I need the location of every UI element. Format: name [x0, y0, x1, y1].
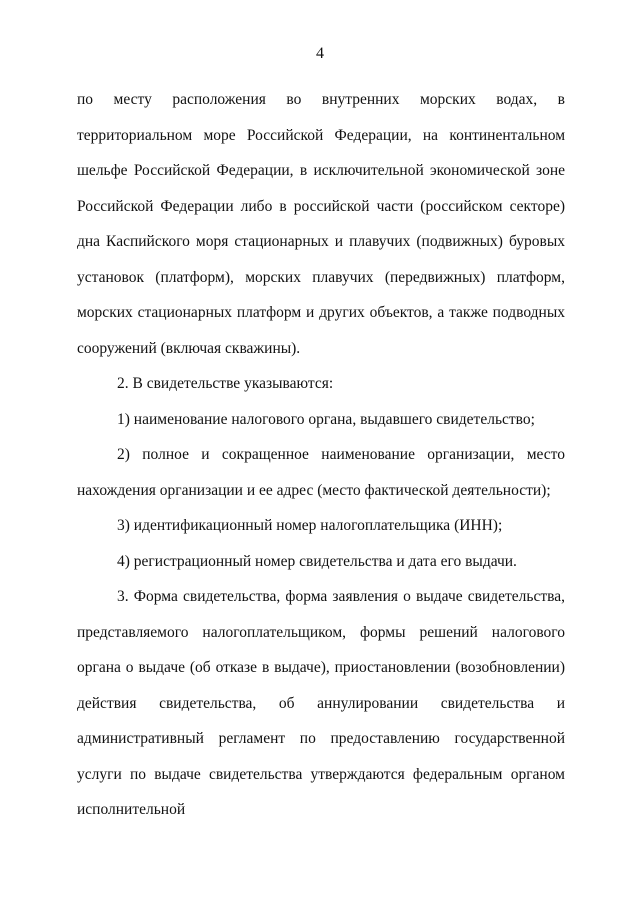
paragraph-item-3: 3. Форма свидетельства, форма заявления о выдаче свидетельства, представляемого налогоплательщиком, формы решений налогового органа о выдаче (об отказе в выдаче), приостановлении (возобновлении) действия свидетельства, об аннулировании свидетельства и административный регламент по предоставлению государственной услуги по выдаче свидетельства утверждаются федеральным органом исполнительной — [77, 588, 565, 818]
paragraph-subitem-1: 1) наименование налогового органа, выдавшего свидетельство; — [117, 410, 535, 428]
paragraph-subitem-2: 2) полное и сокращенное наименование организации, место нахождения организации и ее адрес (место фактической деятельности); — [77, 446, 565, 499]
document-body — [77, 82, 565, 828]
paragraph-subitem-4: 4) регистрационный номер свидетельства и дата его выдачи. — [117, 552, 517, 570]
paragraph-item-2: 2. В свидетельстве указываются: — [117, 375, 334, 392]
paragraph-subitem-3: 3) идентификационный номер налогоплательщика (ИНН); — [117, 517, 503, 534]
page-number: 4 — [316, 45, 324, 62]
paragraph-continuation: по месту расположения во внутренних морских водах, в территориальном море Российской Федерации, на континентальном шельфе Российской Федерации, в исключительной экономической зоне Российской Федерации либо в российской части (российском секторе) дна Каспийского моря стационарных и плавучих (подвижных) буровых установок (платформ), морских плавучих (передвижных) платформ, морских стационарных платформ и других объектов, а также подводных сооружений (включая скважины). — [77, 91, 565, 357]
